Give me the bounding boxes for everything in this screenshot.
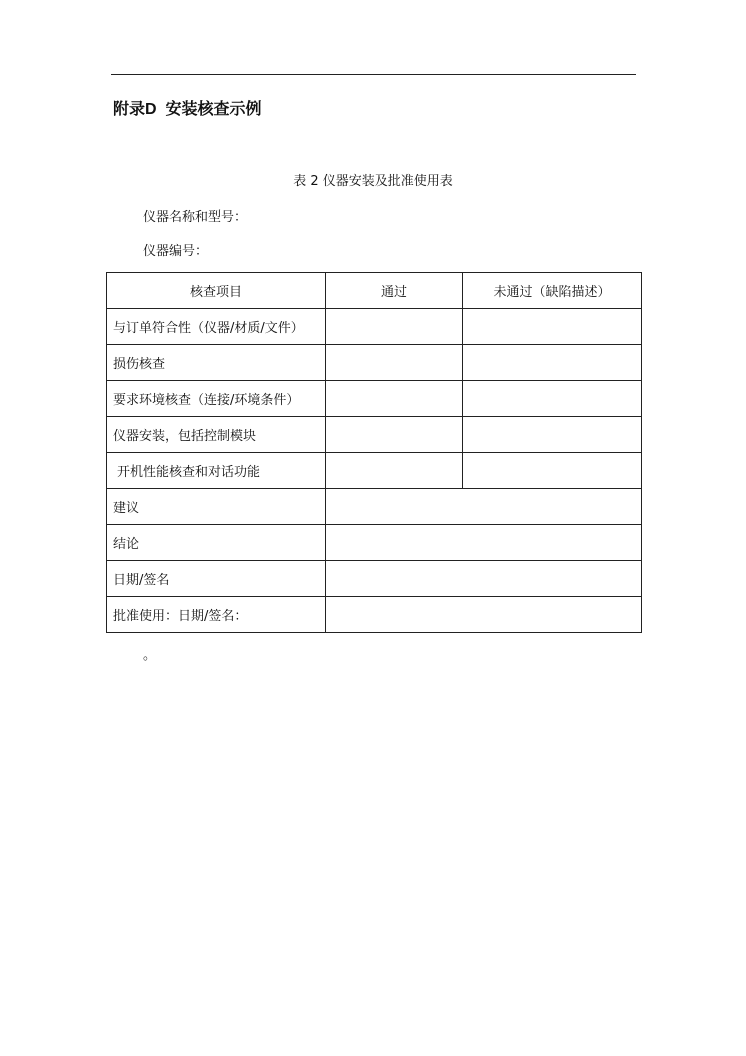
appendix-heading: 附录D 安装核查示例: [113, 101, 262, 118]
summary-label-cell: 建议: [107, 489, 326, 525]
table-row: [107, 417, 642, 453]
check-item-cell: 与订单符合性（仪器/材质/文件）: [107, 309, 326, 345]
trailing-period: 。: [143, 648, 157, 663]
fail-cell: [463, 417, 642, 453]
table-row: [107, 309, 642, 345]
pass-cell: [326, 417, 463, 453]
header-check-item: 核查项目: [107, 273, 326, 309]
check-item-cell: 仪器安装，包括控制模块: [107, 417, 326, 453]
summary-label-cell: 日期/签名: [107, 561, 326, 597]
summary-label-cell: 结论: [107, 525, 326, 561]
fail-cell: [463, 453, 642, 489]
table-row: [107, 597, 642, 633]
table-caption: 表 2 仪器安装及批准使用表: [293, 174, 453, 189]
table-header-row: [107, 273, 642, 309]
pass-cell: [326, 381, 463, 417]
table-row: [107, 381, 642, 417]
fail-cell: [463, 381, 642, 417]
instrument-number-label: 仪器编号：: [143, 244, 209, 259]
fail-cell: [463, 345, 642, 381]
instrument-name-model-label: 仪器名称和型号：: [143, 210, 248, 225]
pass-cell: [326, 345, 463, 381]
summary-value-cell: [326, 597, 642, 633]
header-rule: [111, 74, 636, 75]
pass-cell: [326, 309, 463, 345]
check-item-cell: 要求环境核查（连接/环境条件）: [107, 381, 326, 417]
table-row: [107, 489, 642, 525]
summary-label-cell: 批准使用：日期/签名：: [107, 597, 326, 633]
pass-cell: [326, 453, 463, 489]
fail-cell: [463, 309, 642, 345]
check-item-cell: 开机性能核查和对话功能: [107, 453, 326, 489]
table-row: [107, 561, 642, 597]
header-fail: 未通过（缺陷描述）: [463, 273, 642, 309]
table-row: [107, 345, 642, 381]
installation-check-table: [106, 272, 642, 633]
check-item-cell: 损伤核查: [107, 345, 326, 381]
table-row: [107, 525, 642, 561]
summary-value-cell: [326, 489, 642, 525]
table-row: [107, 453, 642, 489]
summary-value-cell: [326, 561, 642, 597]
header-pass: 通过: [326, 273, 463, 309]
summary-value-cell: [326, 525, 642, 561]
